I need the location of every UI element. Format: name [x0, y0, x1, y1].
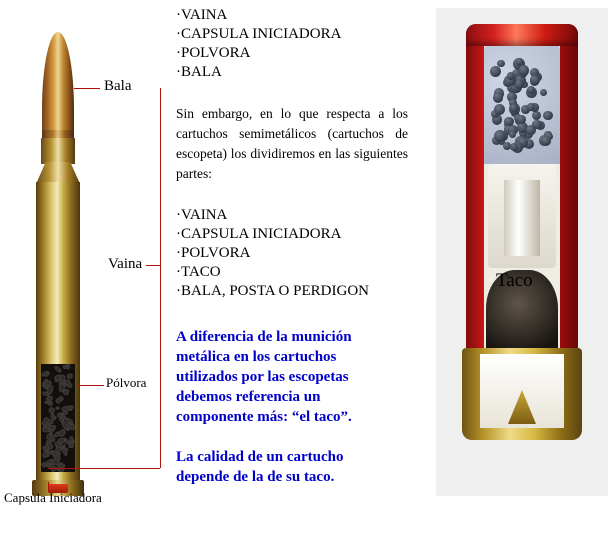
components-list-metallic: [176, 6, 416, 82]
label-bala: Bala: [104, 78, 132, 94]
powder-chamber-shape: [41, 364, 75, 472]
list-item: ·POLVORA: [176, 245, 251, 261]
list-item: ·POLVORA: [176, 45, 251, 61]
list-item: ·VAINA: [176, 207, 228, 223]
list-item: ·CAPSULA INICIADORA: [176, 26, 342, 42]
leader-line-bottom: [48, 468, 160, 469]
label-polvora: Pólvora: [106, 375, 147, 390]
shotshell-photo-panel: [436, 8, 608, 496]
list-item: ·VAINA: [176, 7, 228, 23]
shell-mouth-shape: [466, 24, 578, 46]
label-capsula-iniciadora: Capsula Iniciadora: [4, 490, 102, 505]
list-item: ·BALA, POSTA O PERDIGON: [176, 283, 369, 299]
components-list-shotshell: [176, 206, 416, 301]
shotshell-illustration: [458, 18, 586, 446]
intro-paragraph: Sin embargo, en lo que respecta a los cartuchos semimetálicos (cartuchos de escopeta) los dividiremos en las siguientes partes:: [176, 106, 408, 181]
blue-note-secondary: La calidad de un cartucho depende de la de su taco.: [176, 449, 344, 485]
metallic-cartridge-illustration: [28, 32, 88, 482]
leader-line-polvora: [78, 385, 104, 386]
metallic-cartridge-panel: [0, 0, 172, 534]
wad-column-shape: [504, 180, 540, 256]
leader-line-bala: [74, 88, 100, 89]
list-item: ·BALA: [176, 64, 222, 80]
case-neck-shape: [41, 138, 75, 164]
label-taco: Taco: [496, 270, 533, 291]
text-column: [176, 6, 416, 487]
list-item: ·CAPSULA INICIADORA: [176, 226, 342, 242]
list-item: ·TACO: [176, 264, 221, 280]
leader-line-vertical: [160, 88, 161, 468]
case-shoulder-shape: [36, 162, 80, 184]
blue-note-primary: A diferencia de la munición metálica en los cartuchos utilizados por las escopetas debemos referencia un componente más: “el taco”.: [176, 329, 352, 425]
label-vaina: Vaina: [104, 256, 146, 273]
shot-pellets-shape: [484, 44, 560, 164]
bullet-tip-shape: [42, 32, 74, 140]
